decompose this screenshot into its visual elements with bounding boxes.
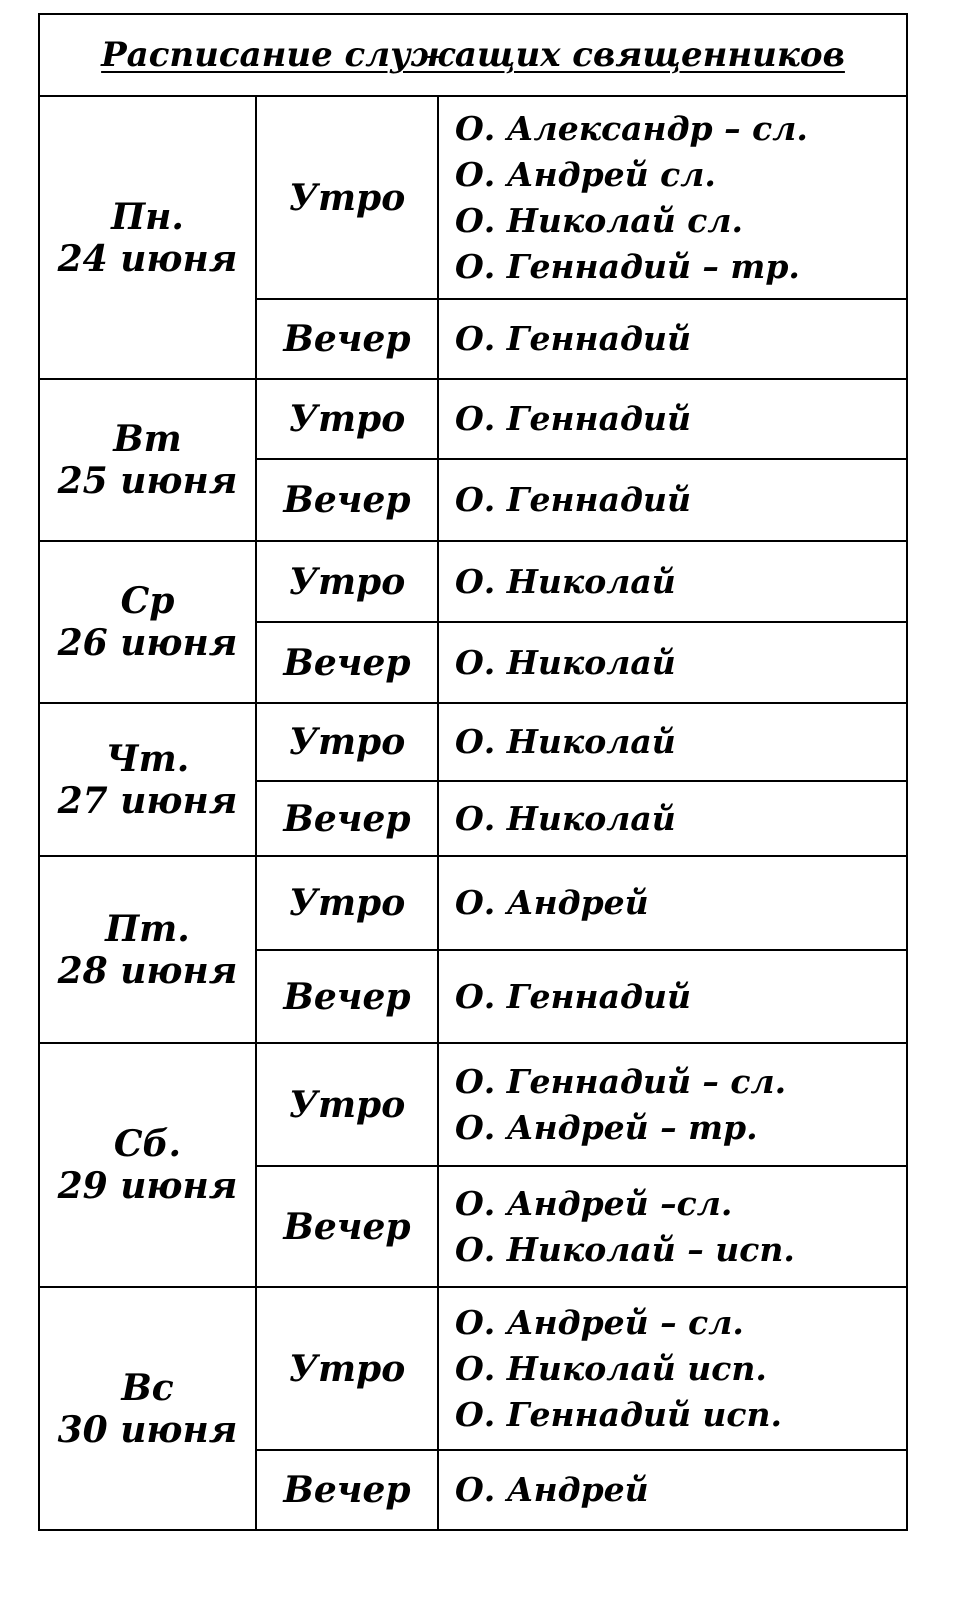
- priests-cell: [438, 299, 907, 379]
- day-cell: [39, 96, 256, 379]
- day-cell: [39, 379, 256, 541]
- priests-cell: [438, 379, 907, 459]
- date-label: 27 июня: [57, 779, 238, 822]
- day-cell: [39, 541, 256, 703]
- title-row: [39, 14, 907, 96]
- period-cell: [256, 299, 438, 379]
- day-label: Пт.: [105, 907, 190, 950]
- priest-name: О. Николай: [455, 642, 676, 682]
- date-label: 26 июня: [57, 622, 238, 664]
- date-label: 24 июня: [57, 237, 238, 280]
- period-label: Вечер: [283, 975, 411, 1018]
- day-label: Ср: [120, 580, 175, 622]
- schedule-table: [38, 13, 908, 1531]
- priest-name: О. Николай: [455, 798, 676, 838]
- priest-name: О. Геннадий: [455, 480, 691, 519]
- priest-name: О. Андрей – сл.: [455, 1302, 744, 1342]
- priest-name: О. Геннадий: [455, 399, 691, 438]
- period-cell: [256, 541, 438, 622]
- date-label: 28 июня: [57, 949, 238, 992]
- period-cell: [256, 459, 438, 541]
- day-cell: [39, 703, 256, 856]
- period-label: Утро: [288, 398, 406, 440]
- priest-name: О. Николай сл.: [455, 200, 743, 240]
- priests-cell: [438, 1287, 907, 1450]
- period-label: Вечер: [283, 479, 411, 521]
- day-cell: [39, 1043, 256, 1287]
- period-cell: [256, 379, 438, 459]
- period-label: Вечер: [283, 318, 411, 360]
- period-cell: [256, 1450, 438, 1530]
- period-cell: [256, 1043, 438, 1166]
- schedule-row: [39, 1287, 907, 1450]
- priests-cell: [438, 459, 907, 541]
- period-label: Утро: [288, 560, 406, 603]
- schedule-row: [39, 541, 907, 622]
- period-cell: [256, 1166, 438, 1287]
- schedule-row: [39, 703, 907, 781]
- priest-name: О. Геннадий: [455, 976, 691, 1016]
- priest-name: О. Андрей: [455, 883, 649, 922]
- period-cell: [256, 703, 438, 781]
- period-cell: [256, 781, 438, 856]
- period-label: Утро: [288, 882, 406, 924]
- day-label: Чт.: [105, 737, 190, 780]
- priest-name: О. Андрей: [455, 1470, 649, 1509]
- date-label: 29 июня: [57, 1165, 238, 1207]
- title-cell: [39, 14, 907, 96]
- priests-cell: [438, 703, 907, 781]
- priest-name: О. Николай: [455, 561, 676, 601]
- priest-name: О. Геннадий – сл.: [455, 1061, 787, 1101]
- period-label: Утро: [288, 1083, 406, 1126]
- period-label: Вечер: [283, 1469, 411, 1511]
- priests-cell: [438, 950, 907, 1043]
- schedule-row: [39, 96, 907, 299]
- day-cell: [39, 1287, 256, 1530]
- period-label: Вечер: [283, 1205, 411, 1248]
- priests-cell: [438, 1166, 907, 1287]
- date-label: 30 июня: [57, 1408, 238, 1451]
- priest-name: О. Андрей – тр.: [455, 1107, 758, 1147]
- priest-name: О. Николай исп.: [455, 1348, 767, 1388]
- priest-name: О. Андрей сл.: [455, 154, 716, 194]
- period-label: Вечер: [283, 641, 411, 684]
- schedule-row: [39, 379, 907, 459]
- day-cell: [39, 856, 256, 1043]
- priest-name: О. Николай: [455, 722, 676, 761]
- period-cell: [256, 96, 438, 299]
- day-label: Сб.: [113, 1123, 182, 1165]
- priest-name: О. Александр – сл.: [455, 108, 808, 148]
- period-label: Утро: [288, 176, 406, 219]
- period-label: Утро: [288, 1347, 406, 1390]
- priest-name: О. Геннадий исп.: [455, 1394, 782, 1434]
- priests-cell: [438, 781, 907, 856]
- period-label: Вечер: [283, 797, 411, 840]
- priests-cell: [438, 622, 907, 703]
- period-label: Утро: [288, 721, 406, 763]
- day-label: Пн.: [111, 195, 184, 238]
- date-label: 25 июня: [57, 460, 238, 502]
- priests-cell: [438, 541, 907, 622]
- period-cell: [256, 622, 438, 703]
- period-cell: [256, 950, 438, 1043]
- priest-name: О. Геннадий – тр.: [455, 246, 800, 286]
- priest-name: О. Андрей –сл.: [455, 1183, 733, 1223]
- priests-cell: [438, 856, 907, 950]
- schedule-row: [39, 1043, 907, 1166]
- page-title: Расписание служащих священников: [101, 35, 845, 75]
- day-label: Вс: [121, 1366, 174, 1409]
- schedule-row: [39, 856, 907, 950]
- period-cell: [256, 856, 438, 950]
- priests-cell: [438, 96, 907, 299]
- day-label: Вт: [113, 418, 182, 460]
- priest-name: О. Геннадий: [455, 319, 691, 358]
- period-cell: [256, 1287, 438, 1450]
- priests-cell: [438, 1450, 907, 1530]
- priest-name: О. Николай – исп.: [455, 1229, 795, 1269]
- priests-cell: [438, 1043, 907, 1166]
